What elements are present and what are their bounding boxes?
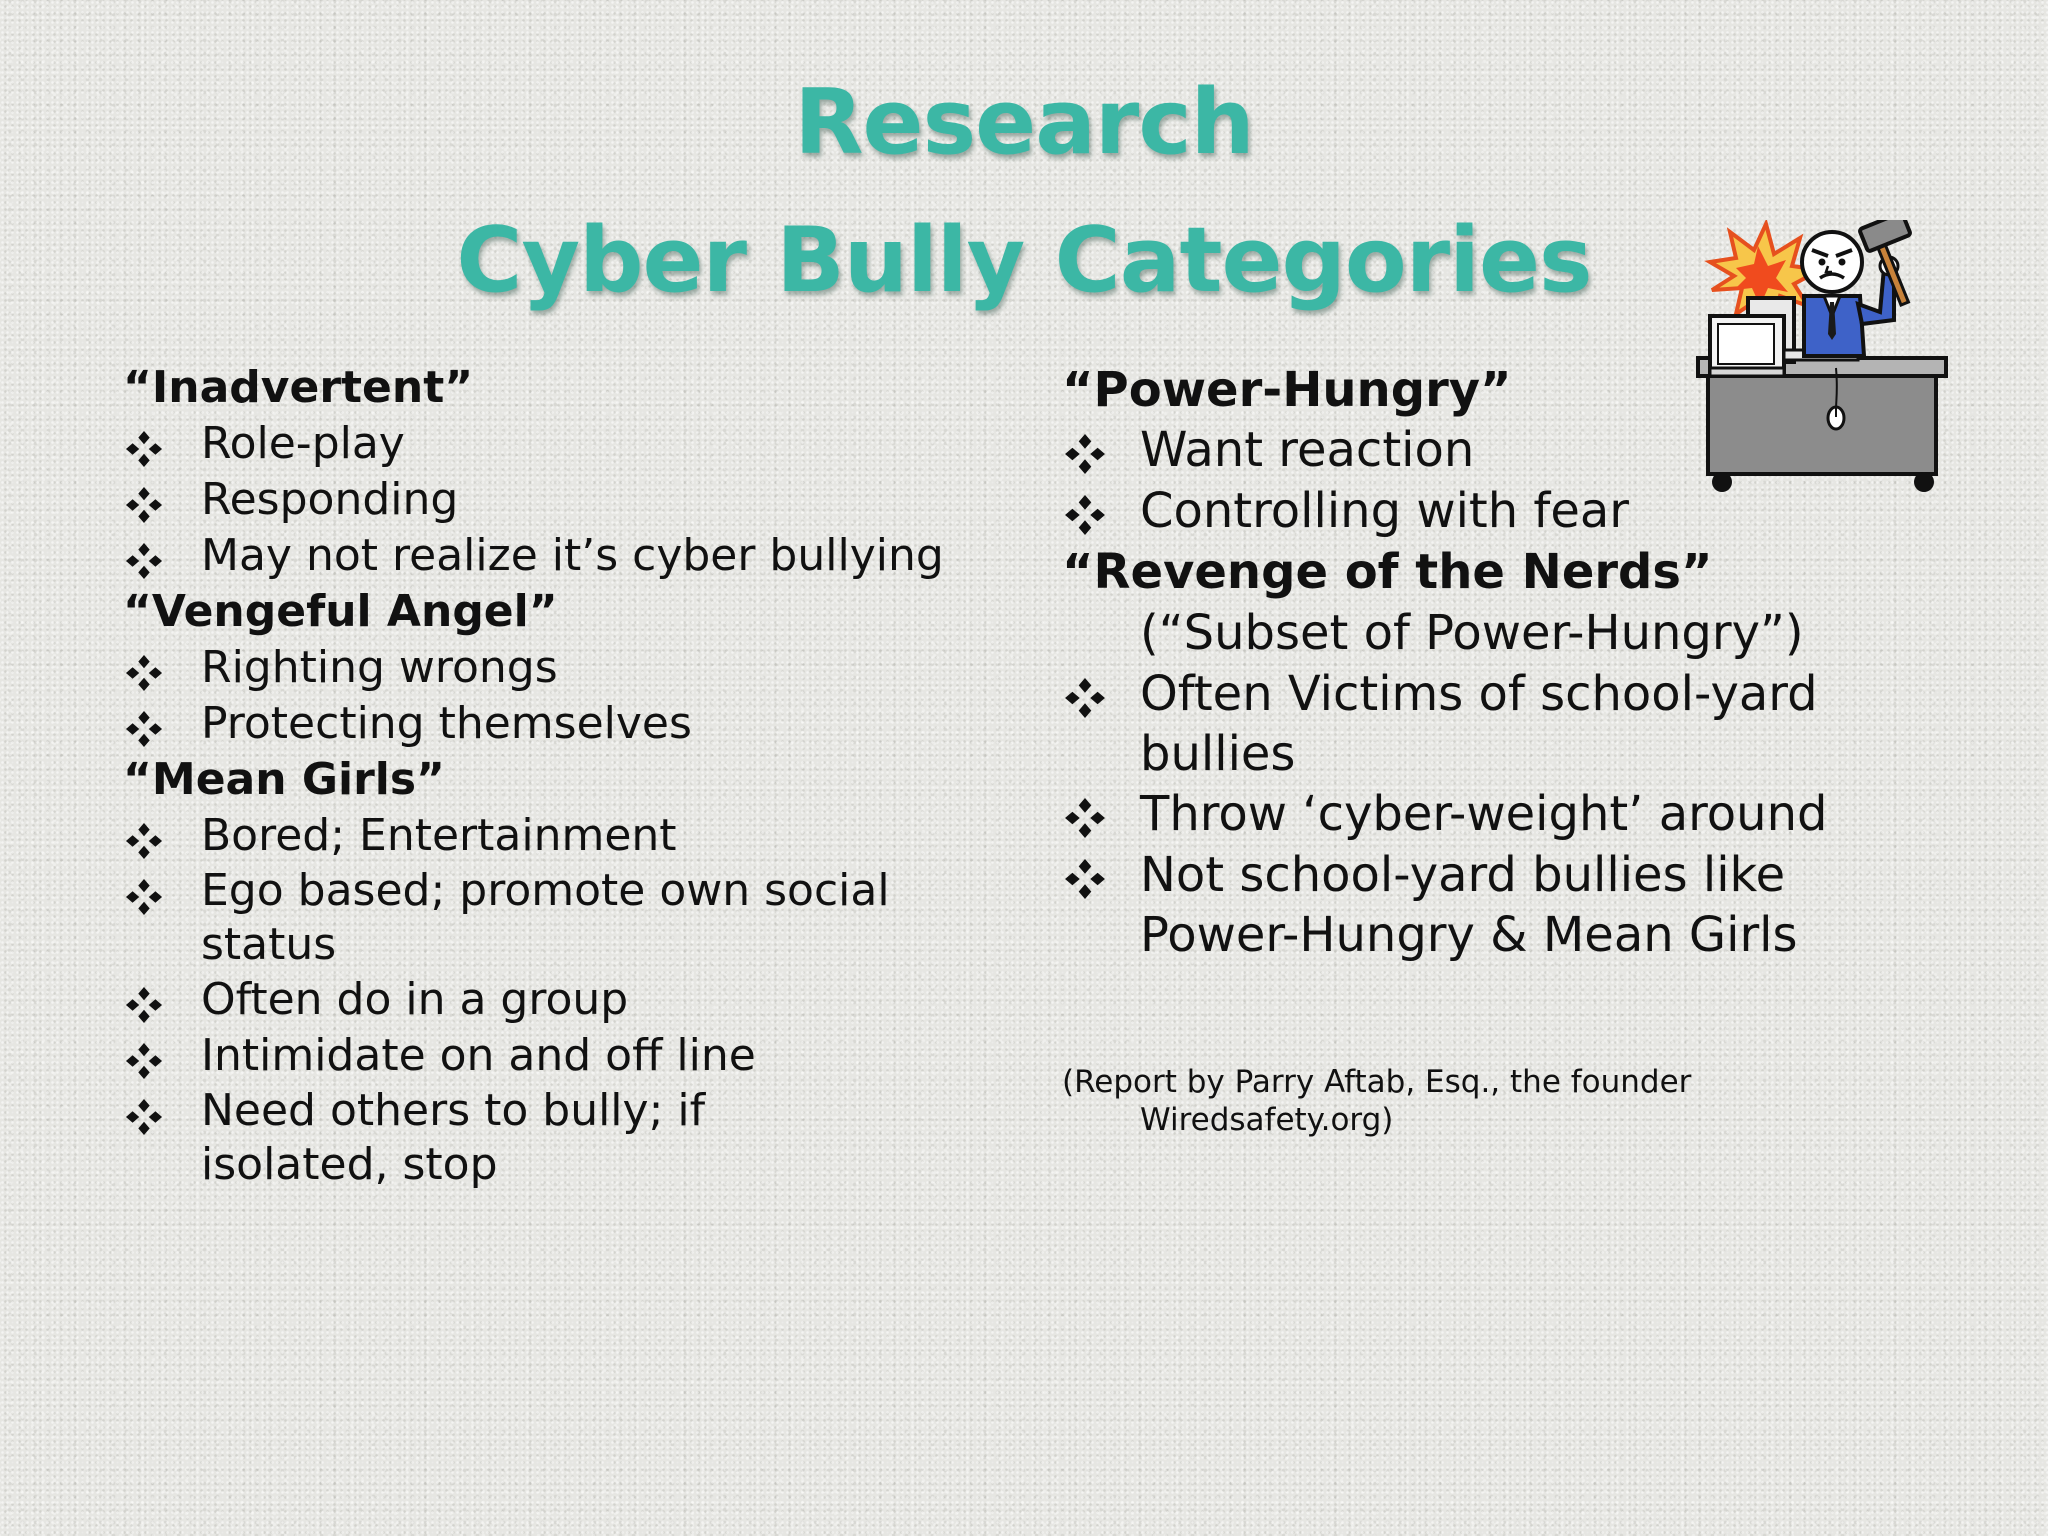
list-item bbox=[123, 472, 1003, 528]
bullet-text: Ego based; promote own social status bbox=[201, 865, 890, 970]
title-research: Research bbox=[794, 70, 1254, 175]
angry-man-hammer-computer-icon bbox=[1688, 220, 1956, 498]
four-diamond-bullet-icon bbox=[125, 986, 163, 1024]
bullet-text: May not realize it’s cyber bullying bbox=[201, 530, 944, 581]
subset-note: (“Subset of Power-Hungry”) bbox=[1140, 605, 1804, 661]
four-diamond-bullet-icon bbox=[125, 486, 163, 524]
heading-revenge-of-the-nerds: “Revenge of the Nerds” bbox=[1062, 544, 1713, 600]
four-diamond-bullet-icon bbox=[1064, 494, 1106, 536]
four-diamond-bullet-icon bbox=[125, 710, 163, 748]
bullet-text: Responding bbox=[201, 474, 459, 525]
left-column bbox=[123, 360, 1003, 1192]
four-diamond-bullet-icon bbox=[125, 542, 163, 580]
bullet-text: Controlling with fear bbox=[1140, 483, 1629, 539]
list-item bbox=[123, 416, 1003, 472]
four-diamond-bullet-icon bbox=[1064, 677, 1106, 719]
bullet-text: Protecting themselves bbox=[201, 698, 692, 749]
four-diamond-bullet-icon bbox=[125, 822, 163, 860]
list-item bbox=[123, 640, 1003, 696]
bullet-text: Righting wrongs bbox=[201, 642, 558, 693]
heading-mean-girls: “Mean Girls” bbox=[123, 754, 445, 805]
bullet-text: Throw ‘cyber-weight’ around bbox=[1140, 786, 1828, 842]
list-item bbox=[123, 696, 1003, 752]
four-diamond-bullet-icon bbox=[1064, 797, 1106, 839]
heading-vengeful-angel: “Vengeful Angel” bbox=[123, 586, 558, 637]
four-diamond-bullet-icon bbox=[125, 1042, 163, 1080]
bullet-text: Need others to bully; if isolated, stop bbox=[201, 1085, 706, 1190]
bullet-text: Intimidate on and off line bbox=[201, 1030, 756, 1081]
list-item bbox=[123, 1084, 761, 1192]
bullet-text: Role-play bbox=[201, 418, 405, 469]
list-item bbox=[1062, 784, 1922, 845]
title-cyber-bully-categories: Cyber Bully Categories bbox=[456, 208, 1592, 313]
four-diamond-bullet-icon bbox=[125, 430, 163, 468]
four-diamond-bullet-icon bbox=[125, 654, 163, 692]
heading-power-hungry: “Power-Hungry” bbox=[1062, 362, 1512, 418]
citation: (Report by Parry Aftab, Esq., the founder Wiredsafety.org) bbox=[1062, 1064, 1692, 1138]
bullet-text: Often do in a group bbox=[201, 974, 629, 1025]
list-item bbox=[123, 1028, 1003, 1084]
list-item bbox=[123, 864, 1003, 972]
list-item bbox=[1062, 845, 1900, 965]
bullet-text: Want reaction bbox=[1140, 422, 1475, 478]
four-diamond-bullet-icon bbox=[1064, 858, 1106, 900]
list-item bbox=[123, 808, 1003, 864]
four-diamond-bullet-icon bbox=[125, 878, 163, 916]
list-item bbox=[123, 528, 1003, 584]
four-diamond-bullet-icon bbox=[1064, 433, 1106, 475]
bullet-text: Not school-yard bullies like Power-Hungry & Mean Girls bbox=[1140, 847, 1798, 963]
bullet-text: Often Victims of school-yard bullies bbox=[1140, 666, 1818, 782]
list-item bbox=[1062, 664, 1900, 784]
four-diamond-bullet-icon bbox=[125, 1098, 163, 1136]
list-item bbox=[123, 972, 1003, 1028]
heading-inadvertent: “Inadvertent” bbox=[123, 362, 474, 413]
bullet-text: Bored; Entertainment bbox=[201, 810, 677, 861]
